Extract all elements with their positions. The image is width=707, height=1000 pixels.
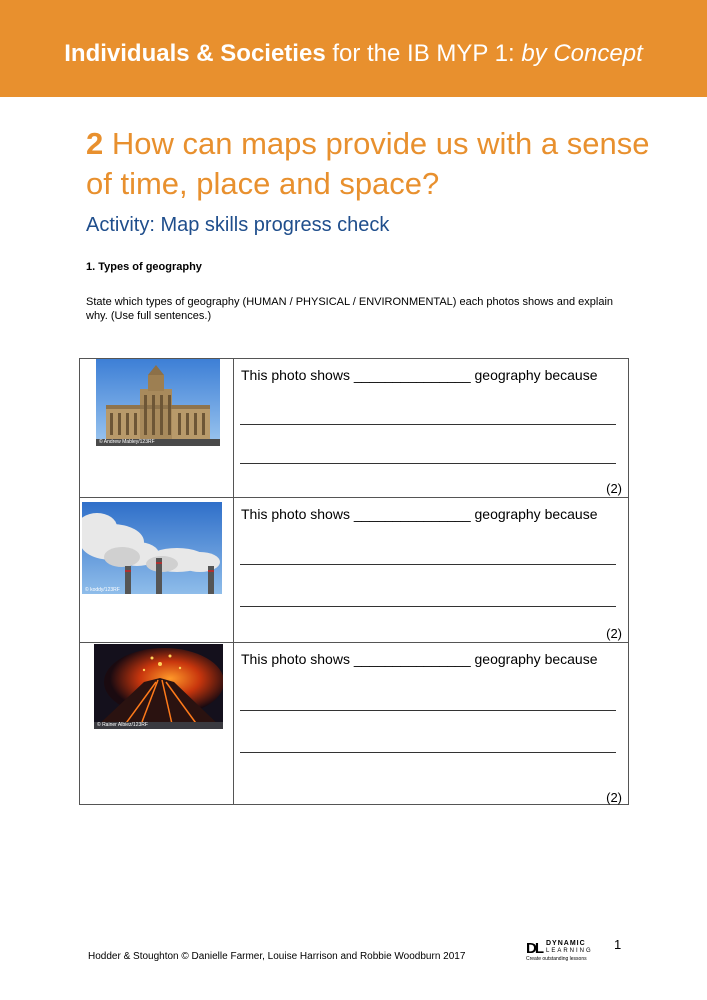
answer-cell [234, 643, 629, 805]
worksheet-table [79, 358, 629, 805]
photo-credit: © Andrew Mabley/123RF [99, 439, 155, 445]
answer-prompt: This photo shows _______________ geography because [241, 367, 598, 383]
dl-logo-line1: DYNAMIC [546, 940, 586, 947]
page-number: 1 [614, 937, 622, 952]
erupting-volcano-photo [94, 644, 223, 729]
marks-label: (2) [606, 790, 622, 805]
dl-logo-tagline: Create outstanding lessons [526, 956, 587, 962]
book-title-middle: for the IB MYP 1: [325, 40, 522, 67]
answer-line[interactable] [240, 710, 616, 711]
town-hall-building-photo [96, 359, 220, 446]
photo-credit: © Rainer Albiez/123RF [97, 722, 148, 728]
header-banner [0, 0, 707, 97]
answer-line[interactable] [240, 564, 616, 565]
chapter-number: 2 [86, 126, 104, 161]
chapter-question: How can maps provide us with a sense of time, place and space? [86, 126, 650, 201]
marks-label: (2) [606, 626, 622, 641]
dl-logo-line2: LEARNING [546, 948, 593, 954]
book-title-italic: by Concept [521, 40, 643, 67]
photo-cell [80, 359, 234, 498]
answer-line[interactable] [240, 424, 616, 425]
photo-cell [80, 498, 234, 643]
marks-label: (2) [606, 481, 622, 496]
section-heading: 1. Types of geography [86, 261, 202, 273]
table-row [80, 643, 629, 805]
answer-line[interactable] [240, 463, 616, 464]
answer-prompt: This photo shows _______________ geography because [241, 651, 598, 667]
book-title [0, 40, 707, 68]
photo-credit: © koddy/123RF [85, 587, 120, 593]
table-row [80, 359, 629, 498]
footer-copyright: Hodder & Stoughton © Danielle Farmer, Louise Harrison and Robbie Woodburn 2017 [88, 951, 466, 962]
book-title-bold: Individuals & Societies [64, 40, 326, 67]
instructions-text: State which types of geography (HUMAN / PHYSICAL / ENVIRONMENTAL) each photos shows and explain why. (Use full sentences.) [86, 296, 614, 322]
dynamic-learning-logo [526, 940, 602, 962]
photo-cell [80, 643, 234, 805]
chapter-title [86, 124, 676, 204]
answer-cell [234, 359, 629, 498]
factory-chimneys-smoke-photo [82, 502, 222, 594]
dl-logo-mark: DL [526, 940, 542, 957]
answer-line[interactable] [240, 606, 616, 607]
activity-title: Activity: Map skills progress check [86, 214, 390, 236]
answer-prompt: This photo shows _______________ geography because [241, 506, 598, 522]
answer-cell [234, 498, 629, 643]
table-row [80, 498, 629, 643]
answer-line[interactable] [240, 752, 616, 753]
